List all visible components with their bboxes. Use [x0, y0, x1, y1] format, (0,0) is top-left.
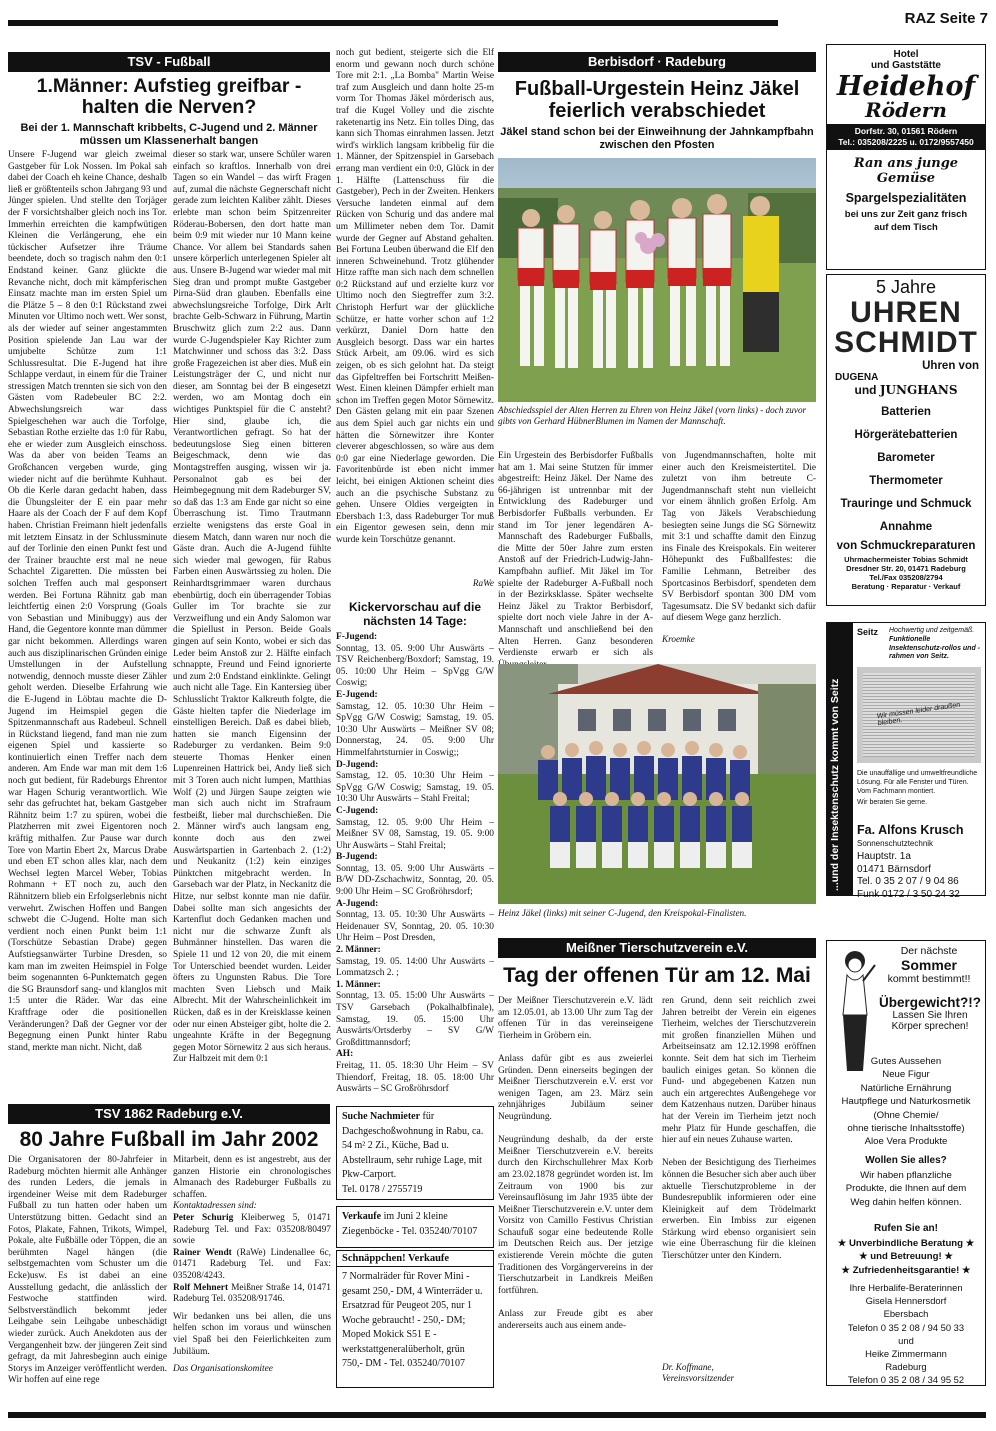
section-bar-berbisdorf: Berbisdorf · Radeburg — [498, 52, 816, 72]
kicker-fixtures: Sonntag, 13. 05. 10:30 Uhr Auswärts – Heidenauer SV, Sonntag, 20. 05. 10:30 Uhr Heim – Post Dresden, — [336, 910, 494, 944]
kicker-fixtures: Sonntag, 13. 05. 9:00 Uhr Auswärts – B/W DD-Zschachwitz, Sonntag, 20. 05. 9:00 Uhr Heim – SC Großröhrsdorf; — [336, 863, 494, 898]
kicker-team: C-Jugend: — [336, 805, 379, 816]
photo2-caption: Heinz Jäkel (links) mit seiner C-Jugend, den Kreispokal-Finalisten. — [498, 908, 747, 918]
article4-author: Dr. Koffmane, Vereinsvorsitzender — [662, 1362, 735, 1384]
kicker-team: A-Jugend: — [336, 898, 379, 909]
section-bar-tsv: TSV - Fußball — [8, 52, 330, 72]
kicker-item — [336, 980, 494, 1050]
kicker-team: E-Jugend: — [336, 689, 378, 700]
ad-herbalife: Der nächste Sommer kommt bestimmt!! Übergewicht?!? Lassen Sie Ihren Körper sprechen! Gutes Aussehen Neue Figur Natürliche Ernährung Hautpflege und Naturkosmetik (Ohne Chemie/ ohne tierische Inhaltsstoffe) Aloe Vera Produkte Wollen Sie alles? Wir haben pflanzliche Produkte, die Ihnen auf dem Weg dahin helfen können. Rufen Sie an! ★ Unverbindliche Beratung ★ ★ und Betreuung! ★ ★ Zufriedenheitsgarantie! ★ Ihre Herbalife-Beraterinnen Gisela Hennersdorf Ebersbach Telefon 0 35 2 08 / 94 50 33 und Heike Zimmermann Radeburg Telefon 0 35 2 08 / 34 95 52 — [826, 940, 986, 1386]
kicker-fixtures: Samstag, 12. 05. 10:30 Uhr Heim – SpVgg G/W Coswig; Samstag, 19. 05. 10:30 Uhr Auswärts – Meißner SV 08; Donnerstag, 24. 05. 9:00 Uhr Himmelfahrtsturnier in Coswig;; — [336, 701, 494, 758]
herbalife-benefit: Aloe Vera Produkte — [864, 1136, 948, 1148]
kicker-fixtures: Sonntag, 13. 05. 15:00 Uhr Auswärts – TSV Garsebach (Pokalhalbfinale), Samstag, 19. 05. 15:00 Uhr Auswärts/Ortsderby – SV G/W Großdittmannsdorf; — [336, 991, 494, 1048]
kicker-team: B-Jugend: — [336, 852, 378, 863]
uhren-service-item: Batterien — [881, 406, 931, 418]
article3-author: Kroemke — [662, 634, 695, 644]
page-label: RAZ Seite 7 — [904, 10, 988, 27]
kicker-team: 2. Männer: — [336, 945, 381, 956]
heidehof-logo: Heidehof — [836, 71, 976, 102]
kicker-fixtures: Samstag, 12. 05. 10:30 Uhr Heim – SpVgg G/W Coswig; Samstag, 19. 05. 10:30 Uhr Auswärts – Stahl Freital; — [336, 771, 494, 805]
kicker-item — [336, 632, 494, 690]
kicker-item — [336, 690, 494, 760]
kicker-fixtures: Samstag, 19. 05. 14:00 Uhr Auswärts – Lommatzsch 2. ; — [336, 956, 494, 979]
article1-col2: dieser so stark war, unsere Schüler waren einfach so kraftlos. Innerhalb von drei Tagen so ein Wandel – das wirft Fragen auf, zumal die nächste Gegnerschaft nicht gerade zum leichten Kaliber zählt. Dieses erlebte man schon beim Spitzenreiter Röderau-Bobersen, den dort hatte man beim 0:9 mit wieder nur 10 Mann keine Chance. Vor allem bei Standards sahen unsere körperlich unterlegenen Spieler alt aus. Unsere B-Jugend war wieder mal mit Sieg dran und prompt mußte Gastgeber Pirna-Süd dran glauben. Ebenfalls eine abwechslungsreiche Torfolge, Dirk Arlt brachte Gelb-Schwarz in Führung, Martin Bruschwitz glich zum 2:2 aus. Dann wurde C-Jugendspieler Kay Richter zum Matchwinner und schoss das 3:2. Dass große Fragezeichen ist aber dies. Muß ein Leistungsträger der C, und nicht nur dieser, am Sonntag bei der B eingesetzt werden, wo am Montag doch ein wichtiges Punktspiel für die C ansteht? Hier sind, glaube ich, die Verantwortlichen gefragt. So hat der bedeutungslose Sieg einen bitteren Beigeschmack, denn wie das Montagstreffen ausging, wissen wir ja. Personalnot gab es bei der Heimbegegnung mit dem Radeburger SV, so daß das 1:3 am Ende gar nicht so eine Überraschung ist. Timo Trautmann erzielte wenigstens das erste Goal in diesem Match, dann waren nur noch die Gäste dran. Auch die A-Jugend fühlte sich wieder mal gewogen, für Rabus Farben einen Auswärtssieg zu holen. Die Reinhardtsgrimmaer waren durchaus ebenbürtig, doch ein überragender Tobias Guller im Tor brachte sie zur Verzweiflung und ein Andy Salomon war die Spiellust in Person. Beide Goals gingen auf sein Konto, wobei er sich das Leder beim Anstoß zur 2. Hälfte einfach schnappte, Freund und Feind ignorierte und zum 2:0 Endstand einklinkte. Gelingt auch nicht alle Tage. Ein Kantersieg über Schlusslicht Traktor Kalkreuth folgte, die Gäste hielten tapfer die Niederlage im einstelligen Bereich. Daß es dabei blieb, hatten sie manch Eigensinn der Radeburger zu verdanken. Beim 9:0 steuerte Thomas Henker einen Lupenreinen Hattrick bei, Andy ließ sich mit 3 Toren auch nicht lumpen, Matthias Wolf (2) und Jürgen Saupe zeigten wie man sich auch nicht im Strafraum festbeißt, lieber mal durchschießen. Die 2. Männer wird's auch langsam eng, konnte doch aus den zwei Auswärtspartien in Gartenbach 2. (1:2) und Neukanitz (1:2) kein einziges Pünktchen mitgebracht werden. In Garsebach war der Platz, in Neckanitz die Hitze, nur selbst konnte man nie dafür. Dabei sollte man sich angesichts der Kartenflut doch Gedanken machen und nicht nur die schwarze Zunft als Buhmänner hinstellen. Das waren die Spiele 11 und 12 von 20, die mit einem Tor Unterschied beendet wurden. Leider öfters zu Ungunsten Rabus. Die Tore machten Sven Liebsch und Maik Albrecht. Mit der Wahrscheinlichkeit im Rücken, daß es in der Kreisklasse keinen oder nur einen Absteiger gibt, holte die 2. ungeahnte Kräfte in der Begegnung gegen Motor Sörnewitz 2 aus sich heraus. Zur Halbzeit mit dem 0:1 — [173, 150, 331, 1065]
insect-screen-image: Wir müssen leider draußen bleiben. — [857, 667, 981, 763]
kicker-item — [336, 760, 494, 806]
kicker-team: D-Jugend: — [336, 759, 379, 770]
photo1-caption: Abschiedsspiel der Alten Herren zu Ehren von Heinz Jäkel (vorn links) - doch zuvor gibts von Gerhard HübnerBlumen im Namen der Mannschaft. — [498, 405, 807, 427]
photo-farewell-match — [498, 158, 816, 402]
photo-c-jugend-team — [498, 664, 816, 904]
herbalife-benefit: Hautpflege und Naturkosmetik — [841, 1096, 971, 1108]
uhren-service-item: von Schmuckreparaturen — [836, 540, 976, 552]
section-bar-tsv1862: TSV 1862 Radeburg e.V. — [8, 1104, 330, 1124]
kicker-item — [336, 899, 494, 945]
herbalife-benefit: Natürliche Ernährung — [860, 1082, 952, 1094]
kicker-fixtures: Sonntag, 13. 05. 9:00 Uhr Auswärts – TSV Reichenberg/Boxdorf; Samstag, 19. 05. 10:00 Uhr Heim – SpVgg G/W Coswig; — [336, 643, 494, 689]
bottom-rule — [8, 1412, 986, 1418]
classified-apartment: Suche Nachmieter für Dachgeschoßwohnung in Rabu, ca. 54 m² 2 Zi., Küche, Bad u. Abstellraum, sehr ruhige Lage, mit Pkw-Carport. Tel. 0178 / 2755719 — [336, 1106, 494, 1200]
kicker-team: F-Jugend: — [336, 632, 378, 642]
ad-uhren-schmidt: 5 Jahre UHREN SCHMIDT Uhren von DUGENA und JUNGHANS Batterien Hörgerätebatterien Barometer Thermometer Trauringe und Schmuck Annahme von Schmuckreparaturen Uhrmachermeister Tobias Schmidt Dresdner Str. 20, 01471 Radeburg Tel./Fax 035208/2794 Beratung · Reparatur · Verkauf — [826, 274, 986, 606]
top-rule — [8, 20, 778, 26]
kicker-item — [336, 852, 494, 898]
article4-col1: Der Meißner Tierschutzverein e.V. lädt am 12.05.01, ab 13.00 Uhr zum Tag der offenen Tür in das vereinseigene Tierheim in Gröbern ein. Anlass dafür gibt es aus zweierlei Gründen. Denn einerseits begingen der Meißner Tierschutzverein e.V. erst vor wenigen Tagen, am 23. März sein zehnjähriges Jubiläum seiner Neugründung. Neugründung deshalb, da der erste Meißner Tierschutzverein e.V. bereits durch den Kirchschullehrer Max Korb am 23.02.1878 gegründet worden ist. Im Zeitraum von 1900 bis zur Vereinsauflösung im Jahr 1935 übte der Meißner Tierschutzverein e.V. unter dem Vorsitz von Camillo Festivus Christian Schaufuß sogar eine bedeutende Rolle im Deutschen Reich aus. Der jetzige existierende Verein möchte die guten Traditionen des Vorgängervereins in der Tierschutzarbeit in Landkreis Meißen fortführen. Anlass zur Freude gibt es aber andererseits auch aus einem ande- — [498, 996, 653, 1331]
article2-headline: 80 Jahre Fußball im Jahr 2002 — [19, 1128, 319, 1151]
article1-headline: 1.Männer: Aufstieg greifbar - halten die Nerven? — [36, 75, 302, 119]
herbalife-benefit: Gutes Aussehen — [870, 1056, 942, 1067]
classified-bargain: Schnäppchen! Verkaufe 7 Normalräder für Rover Mini - gesamt 250,- DM, 4 Winterräder u. Ersatzrad für Peugeot 205, nur 1 Woche gebraucht! - 250,- DM; Moped Mokick S51 E - werkstattgeneralüberholt, grün 750,- DM - Tel. 035240/70107 — [336, 1250, 494, 1388]
article3-col1: Ein Urgestein des Berbisdorfer Fußballs hat am 1. Mai seine Stutzen für immer abgestreift: Heinz Jäkel. Der Name des 66-jährigen ist untrennbar mit der Entwicklung des Radeburger und Berbisdorfer Fußballs verbunden. Er stand im Tor jener legendären A-Mannschaft des Radeburger Fußballs, die Mitte der 50er Jahre zum ersten Anstoß auf der Friedrich-Ludwig-Jahn-Kampfbahn auflief. Mit Jäkel im Tor spielte der Radeburger A-Fußball noch in der Bezirksklasse. Später wechselte Heinz Jäkel zu Traktor Berbisdorf, spielte dort noch viele Jahre in der A-Mannschaft und anschließend bei den Alten Herren. Ganz besonderen Verdienste erwarb er sich als — [498, 451, 653, 659]
article2-col2: Mitarbeit, denn es ist angestrebt, aus der ganzen Historie ein chronologisches Almanach des Radeburger Fußballs zu schaffen. Kontaktadressen sind: Peter Schurig Kleiberweg 5, 01471 Radeburg Tel. und Fax: 035208/80497 sowie Rainer Wendt (RaWe) Lindenallee 6c, 01471 Radeburg Tel. und Fax: 035208/4243. Rolf Mehnert Meißner Straße 14, 01471 Radeburg Tel. 035208/91746. Wir bedanken uns bei allen, die uns helfen schon im voraus und wünschen viel Spaß bei den Feierlichkeiten zum Jubiläum. Das Organisationskomitee — [173, 1155, 331, 1375]
uhren-service-item: Hörgerätebatterien — [854, 429, 958, 441]
article3-headline: Fußball-Urgestein Heinz Jäkel feierlich verabschiedet — [514, 78, 800, 122]
article1-author: RaWe — [472, 578, 494, 588]
section-bar-tierschutz: Meißner Tierschutzverein e.V. — [498, 938, 816, 958]
kicker-fixtures: Freitag, 11. 05. 18:30 Uhr Heim – SV Thiendorf, Freitag, 18. 05. 18:00 Uhr Auswärts – SC Großröhrsdorf — [336, 1060, 494, 1095]
ad-krusch-seitz: ...und der Insektenschutz kommt von Seitz Seitz Hochwertig und zeitgemäß. Funktionelle Insektenschutz-rollos und -rahmen von Seitz. Wir müssen leider draußen bleiben. Die unauffällige und umweltfreundliche Lösung. Für alle Fenster und Türen. Vom Fachmann montiert. Wir beraten Sie gerne. Fa. Alfons Krusch Sonnenschutztechnik Hauptstr. 1a 01471 Bärnsdorf Tel. 0 35 2 07 / 9 04 86 Funk 0172 / 3 50 24 32 — [826, 622, 986, 896]
classified-goats: Verkaufe im Juni 2 kleine Ziegenböcke - Tel. 035240/70107 — [336, 1206, 494, 1248]
article1-col3: noch gut bedient, steigerte sich die Elf enorm und gewann noch durch schöne Tore mit 2:1. „La Bomba" Martin Weise traf zum Ausgleich und dann holte 25-m vorm Tor Thomas Jäkel mörderisch aus, traf die Kugel Volley und die zischte raketenartig ins Netz. Ein tolles Ding, das kann sich Thomas einrahmen lassen. Jetzt wird's wirklich langsam kribbelig für die 1. Männer, der Spitzenspiel in Garsebach errang man verdient ein 0:0, Glück in der 1. Hälfte (Lattenschuss für die Gastgeber), Pech in der Zweiten. Henkers Versuche landeten einmal auf dem Rücken von Schurig und das andere mal um Millimeter neben dem Tor. Damit wurde der Gegner auf Abstand gehalten. Bei Fortuna Leuben überwand die Elf den inneren Schweinehund. Trotz glühender Hitze raffte man sich nach dem schnellen 0:2 Rückstand auf und erzielte kurz vor Ultimo noch den Siegtreffer zum 3:2. Christoph Herfurt war der glückliche Schütze, er hatte vorher schon auf 1:2 verkürzt, Daniel Dorn hatte den Ausgleich besorgt. Dass war ein hartes Stück Arbeit, am 09.06. wird es sich zeigen, ob es sich gelohnt hat. Da steigt das Gipfeltreffen bei Fortschritt Meißen-West. Einen kleinen Dämpfer erhielt man schon im Treffen gegen Motor Sörnewitz. Den Gästen gelang mit ein paar Szenen aus dem Spiel auch gar nichts ein und hätten die Sörnewitzer ihre Konter cleverer abgeschlossen, so wäre aus dem 0:0 gar eine Niederlage geworden. Die Favoritenbürde ist eben nicht immer leicht, bei einigen Aktionen scheint dies auch an die psychische Substanz zu gehen. Unsere Oldies vergeigten in Ebersbach 1:3, dass Radeburger Tor muß ein Eigentor gewesen sein, denn mir wurde kein Torschütze genannt. — [336, 48, 494, 545]
article4-headline: Tag der offenen Tür am 12. Mai — [503, 964, 811, 987]
article3-col2: von Jugendmannschaften, holte mit einer auch den Kreismeistertitel. Die zuletzt von ihm betreute C-Jugendmannschaft steht nun vielleicht vor einem ähnlich großen Erfolg. Am Tag von Jäkels Verabschiedung besiegten seine Jungs die SG Sörnewitz mit 3:1 und schaffte damit den Einzug ins Finale des Kreispokals. Ein weiterer Höhepunkt des Fußballfestes: die Familie Lehmann, Betreiber des Sportcasinos Berbisdorf, spendeten dem SV Berbisdorf spontan 300 DM vom Tagesumsatz. Die SV bedankt sich dafür auf diesem Wege ganz herzlich. — [662, 451, 816, 624]
uhren-service-item: Annahme — [879, 521, 933, 533]
article4-col2: ren Grund, denn seit reichlich zwei Jahren betreibt der Verein ein eigenes Tierheim, welches der Tierschutzverein mit großen finanziellen Mühen und Arbeitseinsatz am 12.12.1998 eröffnen konnte. Seit dem hat sich im Tierheim baulich einiges getan. So können die Fund- und abgegebenen Katzen nun auch ein artgerechtes Außengehege vor dem Katzenhaus nutzen. Darüber hinaus hat der Verein im Tierheim jetzt noch mehr Platz für Hunde geschaffen, die hier auf ein neues Zuhause warten. Neben der Besichtigung des Tierheimes können die Besucher sich aber auch über aktuelle Tierschutzprobleme in der Bundesrepublik informieren oder eine Kleinigkeit auf dem Trödelmarkt erwerben. Ein Imbiss zur eigenen Stärkung wird ebenso organisiert sein wie eine Überraschung für die kleinen Tierschützer unter den Kindern. — [662, 996, 816, 1262]
ad-heidehof: Hotel und Gaststätte Heidehof Rödern Dorfstr. 30, 01561 Rödern Tel.: 035208/2225 u. 0172/9557450 Ran ans junge Gemüse Spargelspezialitäten bei uns zur Zeit ganz frisch auf dem Tisch — [826, 44, 986, 270]
article1-subhead: Bei der 1. Mannschaft kribbelts, C-Jugend und 2. Männer müssen um Klassenerhalt bangen — [20, 122, 318, 148]
kicker-team: 1. Männer: — [336, 979, 381, 990]
kicker-team: AH: — [336, 1049, 354, 1060]
uhren-service-item: Trauringe und Schmuck — [840, 498, 972, 510]
article3-subhead: Jäkel stand schon bei der Einweihnung der Jahnkampfbahn zwischen den Pfosten — [500, 126, 814, 152]
herbalife-benefit: (Ohne Chemie/ — [873, 1109, 939, 1121]
uhren-service-item: Thermometer — [869, 475, 943, 487]
kicker-item — [336, 1049, 494, 1095]
article1-col1: Unsere F-Jugend war gleich zweimal Gastgeber für Lok Nossen. Im Pokal sah dabei der Coach eh keine Chance, deshalb ließ er größtenteils schon Jahrgang 93 und Jünger spielen. Und stellte den Torjäger der F vorsichtshalber gleich noch ins Tor. Immerhin erreichten die kampfwütigen Kleinen die Verlängerung, ehe ein tückischer Aufsetzer ihre Träume beendete, doch so tragisch nahm den 0:1 Endstand keiner. Ganz glückte die Revanche nicht, doch mit kämpferischen Einsatz machte man im ersten Spiel um die Plätze 5 – 8 den 0:1 Rückstand zwei Minuten vor Ultimo noch wett. Wer sonst, als der wieder auf seiner angestammten Position spielende Jan Lau war der umjubelte Schütze zum 1:1 Schlussresultat. Die E-Jugend hat ihre Schlappe verdaut, in einem für die Trainer stressigen Match trennten sie sich von den Gästen vom Radebeuler BC 2:2. Abwechslungsreich war dass Spielgeschehen war auch die Torfolge, Sebastian Rothe erzielte das 1:0 für Rabu, ehe er wieder zum Ausgleich einschoss. Was da aber von beiden Teams an Großchancen vergeben wurde, ging wieder nicht auf die berühmte Kuhhaut. Ob die Kerle daran gedacht haben, dass die Übungsleiter der E ein paar mehr Haare als der Coach der F auf dem Kopf haben. Christian Freimann hielt jedenfalls mit letztem Einsatz in der Schlussminute auf der Torlinie den einen Punkt fest und der Trainer brauchte erst mal ne neue Schachtel Zigaretten. Die müssten bei solchen Treffen auch mal gesponsert werden. Bei Fortuna Rähnitz gab man leichtfertig einen 2:0 Vorsprung (Goals von Sebastian und Minibuggy) aus der Hand, die Gegentore konnte man dümmer gar nicht bekommen. Allerdings waren auch aus disziplinarischen Gründen einige Umstellungen in der Aufstellung notwendig, dennoch musste dieser Zähler geholt werden. Dieselbe Erfahrung wie die E-Jugend in Löbtau machte die D-Jugend im Heimspiel gegen die Spitzenmannschaft aus Radebeul. Schnell in Rückstand liegend, fand man nie zum eigenen Spiel und kassierte so kontinuierlich einen Treffer nach dem anderen. Am Ende war man mit dem 1:6 noch gut bedient, für Radeburgs Ehrentor war Hagen Schurig verantwortlich. Wie sehr das gefruchtet hat, bekam Gastgeber Rähnitz beim 1:7 zu spüren, wobei die Platzherren mit zwei Eigentoren noch kräftig mithalfen. Zur Pause war durch Tore von Martin Ebert 2x, Marcus Drabe und eben ET schon alles klar, nach dem Wechsel legten Marcel Weber, Tobias Rohmann + ET noch zu, auch den Rähnitzern blieb ein Erfolgserlebnis nicht verwehrt. Zwischen Hoffen und Bangen schwebt die C-Jugend. Holte man sich verdient noch einen Punkt beim 1:1 (Torschütze Sebastian Drabe) gegen Aufstiegsanwärter Turbine Dresden, so kam man im zweiten Heimspiel in Folge beim sogenannten 6-Punktematch gegen die SG Braunsdorf sang- und klanglos mit 1:5 unter die Räder. War das eine Kraftfrage oder die positionellen Veränderungen? Daß der Gegner vor der Begegnung einen Punkt hinter Rabu stand, merkte man nicht. Nicht, daß — [8, 150, 167, 1053]
kicker-fixtures: Samstag, 12. 05. 9:00 Uhr Heim – Meißner SV 08, Samstag, 19. 05. 9:00 Uhr Auswärts – Stahl Freital; — [336, 817, 494, 851]
uhren-service-item: Barometer — [877, 452, 935, 464]
article2-col1: Die Organisatoren der 80-Jahrfeier in Radeburg möchten hiermit alle Anhänger des runden Leders, die jemals in irgendeiner Weise mit dem Radeburger Fußball zu tun hatten oder haben um Unterstützung bitten. Gedacht sind an Fotos, Plakate, Fahnen, Trikots, Wimpel, Pokale, alte Fußbälle oder Töppen, die an berühmten Nagel hängen (die selbstgemachten vom Schuster um die Ecke)usw. Es ist dabei an eine Ausstellung gedacht, die anlässlich der Festwoche stattfinden wird. Selbstverständlich bekommt jeder Leihgabe sein Leihgabe unbeschädigt wieder zurück. Auch Anekdoten aus der Vergangenheit bzw. der jüngeren Zeit sind gefragt, da mit Jahresbeginn auch einige Storys im Anzeiger veröffentlicht werden. Wir hoffen auf eine rege — [8, 1155, 167, 1386]
kicker-title: Kickervorschau auf die nächsten 14 Tage: — [348, 600, 482, 629]
herbalife-benefit: Neue Figur — [882, 1069, 930, 1081]
contacts-title: Kontaktadressen sind: — [173, 1201, 257, 1212]
kicker-item — [336, 806, 494, 852]
kicker-item — [336, 945, 494, 980]
kicker-schedule — [336, 632, 494, 1098]
herbalife-benefit: ohne tierische Inhaltsstoffe) — [847, 1123, 965, 1135]
